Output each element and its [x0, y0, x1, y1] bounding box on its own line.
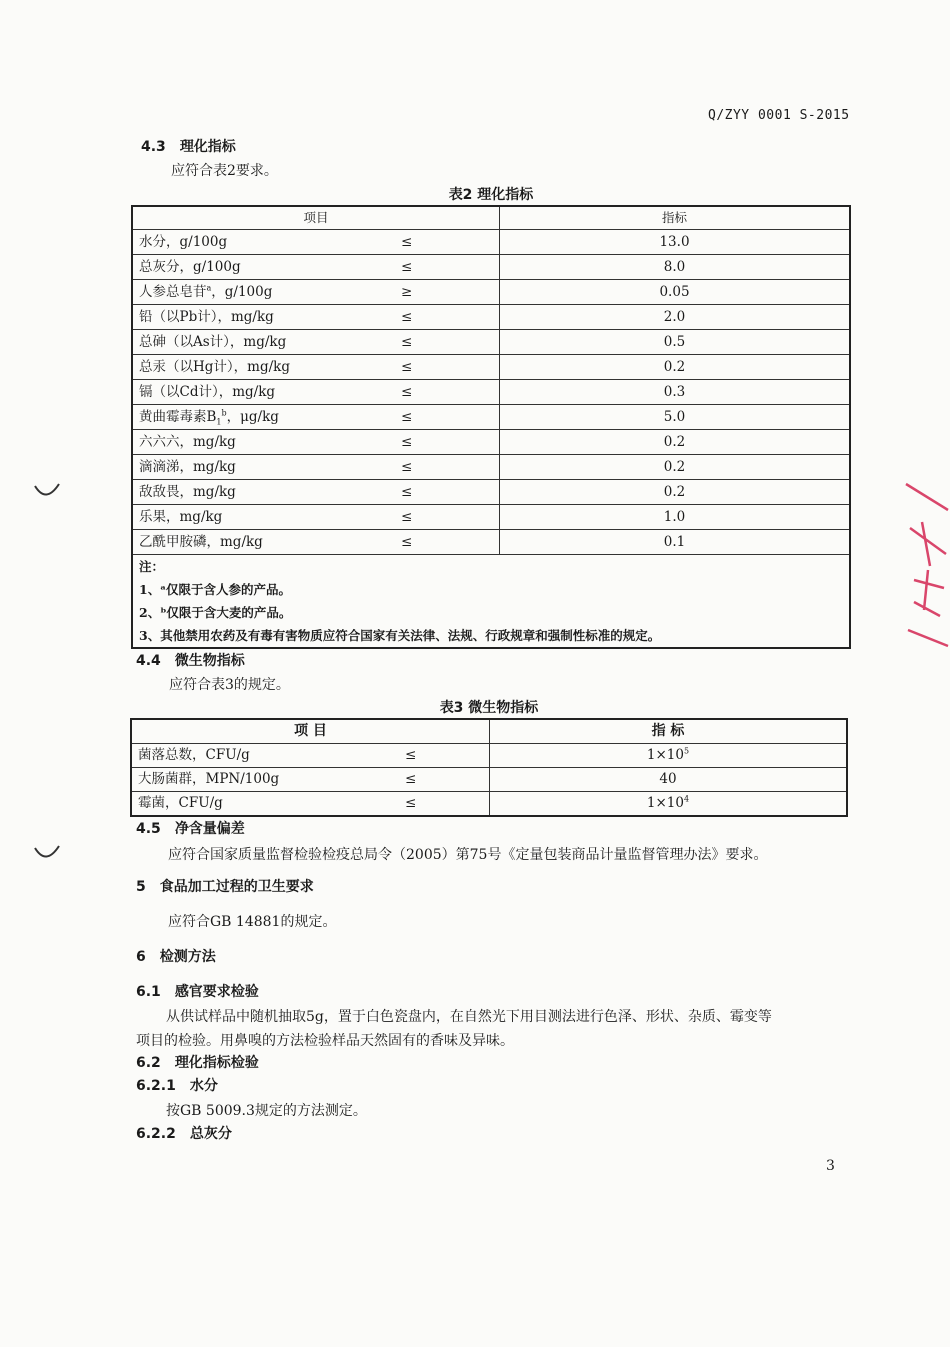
table2-item-cell: [132, 255, 395, 280]
document-code: Q/ZYY 0001 S-2015: [708, 108, 850, 123]
value-text: 40: [659, 771, 677, 787]
table2-row: [132, 305, 850, 330]
table2-operator-cell: ≤: [395, 230, 500, 255]
item-footnote-mark: b: [221, 408, 227, 418]
table2-value-cell: 0.1: [500, 530, 851, 555]
table3-value-cell: [490, 744, 848, 768]
section-4-4-text: 应符合表3的规定。: [169, 677, 290, 693]
table2-value-cell: 0.2: [500, 355, 851, 380]
section-4-3-text: 应符合表2要求。: [171, 163, 278, 179]
table3-row: [131, 792, 847, 817]
table2-item-cell: [132, 280, 395, 305]
table2-row: [132, 480, 850, 505]
section-6-1-text-line2: 项目的检验。用鼻嗅的方法检验样品天然固有的香味及异味。: [136, 1033, 514, 1049]
section-6-2-1-text: 按GB 5009.3规定的方法测定。: [166, 1103, 367, 1119]
table2-item-cell: [132, 405, 395, 430]
page-number: 3: [826, 1158, 835, 1174]
section-title: 净含量偏差: [174, 821, 245, 837]
table2-value-cell: 0.3: [500, 380, 851, 405]
section-4-5-heading: [136, 818, 245, 838]
table2-note-row: [132, 601, 850, 624]
table2-note: 1、ᵃ仅限于含人参的产品。: [139, 582, 292, 597]
table2-note-row: [132, 624, 850, 648]
table2-item-cell: [132, 530, 395, 555]
section-title: 总灰分: [189, 1126, 232, 1142]
table3-header-item: 项 目: [131, 719, 490, 744]
table2-operator-cell: ≤: [395, 505, 500, 530]
table2-header-row: [132, 206, 850, 230]
item-text: 总汞（以Hg计），mg/kg: [139, 359, 290, 375]
table2-operator-cell: ≤: [395, 480, 500, 505]
table2-note: 3、其他禁用农药及有毒有害物质应符合国家有关法律、法规、行政规章和强制性标准的规定。: [139, 628, 661, 643]
table2-row: [132, 355, 850, 380]
table2-operator-cell: ≤: [395, 255, 500, 280]
table2-value-cell: 8.0: [500, 255, 851, 280]
table2-row: [132, 405, 850, 430]
table2-operator-cell: ≤: [395, 380, 500, 405]
table2-note-row: [132, 555, 850, 579]
item-text: 乙酰甲胺磷，mg/kg: [139, 534, 263, 550]
section-4-4-heading: [136, 650, 245, 670]
section-title: 微生物指标: [174, 653, 245, 669]
table2-operator-cell: ≥: [395, 280, 500, 305]
table3: [130, 718, 848, 817]
item-text: 敌敌畏，mg/kg: [139, 484, 236, 500]
section-4-5-text: 应符合国家质量监督检验检疫总局令（2005）第75号《定量包装商品计量监督管理办法》要求。: [168, 847, 768, 863]
table2-note: 2、ᵇ仅限于含大麦的产品。: [139, 605, 292, 620]
section-number: 6.2: [136, 1055, 161, 1071]
table2-item-cell: [132, 480, 395, 505]
table2-value-cell: 13.0: [500, 230, 851, 255]
table2-value-cell: 0.2: [500, 480, 851, 505]
table3-caption: 表3 微生物指标: [439, 700, 539, 716]
table2-operator-cell: ≤: [395, 430, 500, 455]
table2-value-cell: 0.2: [500, 455, 851, 480]
table2-row: [132, 380, 850, 405]
section-title: 食品加工过程的卫生要求: [159, 879, 314, 895]
item-text: 黄曲霉毒素B: [139, 409, 217, 425]
table2-item-cell: [132, 305, 395, 330]
table2-value-cell: 0.05: [500, 280, 851, 305]
table3-operator-cell: ≤: [399, 768, 490, 792]
stamp-mark: [900, 470, 950, 660]
table2-operator-cell: ≤: [395, 530, 500, 555]
table3-header-value: 指 标: [651, 723, 685, 739]
value-text: 1×10: [646, 795, 684, 811]
table2-value-cell: 0.2: [500, 430, 851, 455]
item-text: 总灰分，g/100g: [139, 259, 241, 275]
section-title: 感官要求检验: [174, 984, 259, 1000]
value-text: 1×10: [646, 747, 684, 763]
table2-operator-cell: ≤: [395, 330, 500, 355]
table3-item-cell: 菌落总数，CFU/g: [131, 744, 399, 768]
section-title: 理化指标: [179, 139, 236, 155]
table2-item-cell: [132, 330, 395, 355]
section-6-1-heading: [136, 981, 259, 1001]
item-text: 水分，g/100g: [139, 234, 228, 250]
table3-header-row: [131, 719, 847, 744]
value-exponent: 5: [684, 746, 690, 756]
table2-operator-cell: ≤: [395, 405, 500, 430]
table2-row: [132, 330, 850, 355]
section-6-2-heading: [136, 1052, 259, 1072]
table2-row: [132, 255, 850, 280]
table2-item-cell: [132, 355, 395, 380]
section-number: 4.5: [136, 821, 161, 837]
section-5-text: 应符合GB 14881的规定。: [168, 914, 337, 930]
table2: [131, 205, 851, 649]
table2-note-row: [132, 578, 850, 601]
table2-operator-cell: ≤: [395, 305, 500, 330]
section-6-1-text-line1: 从供试样品中随机抽取5g，置于白色瓷盘内，在自然光下用目测法进行色泽、形状、杂质、霉变等: [166, 1009, 772, 1025]
item-text: 总砷（以As计），mg/kg: [139, 334, 287, 350]
item-text: 人参总皂苷: [139, 284, 207, 300]
section-number: 4.4: [136, 653, 161, 669]
table2-item-cell: [132, 455, 395, 480]
binder-hole-mark: [32, 480, 62, 504]
item-text: 铅（以Pb计），mg/kg: [139, 309, 274, 325]
item-footnote-mark: a: [206, 283, 212, 293]
section-number: 5: [136, 879, 146, 895]
table2-item-cell: [132, 505, 395, 530]
table2-operator-cell: ≤: [395, 455, 500, 480]
section-number: 4.3: [141, 139, 166, 155]
item-unit: ，μg/kg: [226, 409, 279, 425]
table2-row: [132, 455, 850, 480]
item-text: 镉（以Cd计），mg/kg: [139, 384, 276, 400]
table2-operator-cell: ≤: [395, 355, 500, 380]
table3-value-cell: [490, 792, 848, 817]
section-number: 6.2.2: [136, 1126, 176, 1142]
section-title: 理化指标检验: [174, 1055, 259, 1071]
section-6-heading: [136, 946, 216, 966]
table2-item-cell: [132, 430, 395, 455]
section-number: 6.1: [136, 984, 161, 1000]
section-title: 检测方法: [159, 949, 216, 965]
section-6-2-1-heading: [136, 1075, 218, 1095]
table2-row: [132, 430, 850, 455]
value-exponent: 4: [684, 794, 690, 804]
section-6-2-2-heading: [136, 1123, 232, 1143]
table2-header-item: 项目: [132, 206, 500, 230]
item-subscript: 1: [216, 417, 222, 427]
table2-item-cell: [132, 380, 395, 405]
section-number: 6: [136, 949, 146, 965]
table2-row: [132, 280, 850, 305]
table2-header-value: 指标: [661, 210, 687, 225]
item-text: 六六六，mg/kg: [139, 434, 236, 450]
table2-value-cell: 2.0: [500, 305, 851, 330]
section-number: 6.2.1: [136, 1078, 176, 1094]
table2-value-cell: 0.5: [500, 330, 851, 355]
item-unit: ，g/100g: [211, 284, 273, 300]
section-title: 水分: [189, 1078, 218, 1094]
table2-row: [132, 230, 850, 255]
table3-item-cell: 大肠菌群，MPN/100g: [131, 768, 399, 792]
table2-row: [132, 530, 850, 555]
table2-value-cell: 1.0: [500, 505, 851, 530]
table2-caption: 表2 理化指标: [448, 187, 534, 203]
section-5-heading: [136, 876, 314, 896]
table3-value-cell: [490, 768, 848, 792]
table2-note: 注：: [132, 555, 850, 579]
table3-row: [131, 768, 847, 792]
item-text: 滴滴涕，mg/kg: [139, 459, 236, 475]
table3-operator-cell: ≤: [399, 792, 490, 817]
table3-item-cell: 霉菌，CFU/g: [131, 792, 399, 817]
table2-value-cell: 5.0: [500, 405, 851, 430]
table2-item-cell: [132, 230, 395, 255]
table2-row: [132, 505, 850, 530]
section-4-3-heading: [141, 136, 236, 156]
item-text: 乐果，mg/kg: [139, 509, 223, 525]
table3-operator-cell: ≤: [399, 744, 490, 768]
binder-hole-mark: [32, 842, 62, 866]
table3-row: [131, 744, 847, 768]
